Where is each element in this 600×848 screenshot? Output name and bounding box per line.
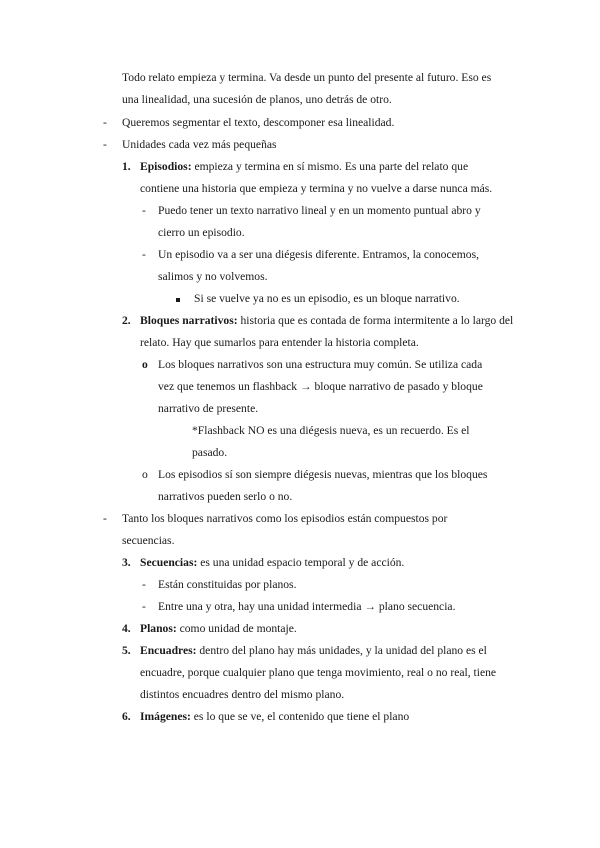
circle-bullet-marker: o bbox=[142, 468, 148, 481]
term-label: Secuencias: bbox=[140, 556, 198, 569]
list-item-secuencias bbox=[140, 552, 510, 574]
dash-marker: - bbox=[103, 116, 107, 129]
list-number: 2. bbox=[122, 314, 131, 327]
item-unidades: Unidades cada vez más pequeñas bbox=[122, 138, 277, 151]
term-description: es lo que se ve, el contenido que tiene el plano bbox=[190, 710, 410, 723]
term-description: historia que es contada de forma intermitente a lo largo del relato. Hay que sumarlos para entender la historia completa. bbox=[140, 314, 514, 349]
list-item-encuadres bbox=[140, 640, 512, 706]
term-description: como unidad de montaje. bbox=[176, 622, 297, 635]
sub-item-episodios-1: Puedo tener un texto narrativo lineal y en un momento puntual abro y cierro un episodio. bbox=[158, 204, 481, 239]
intro-paragraph: Todo relato empieza y termina. Va desde un punto del presente al futuro. Eso es una linealidad, una sucesión de planos, uno detrás de otro. bbox=[122, 71, 492, 106]
term-description: dentro del plano hay más unidades, y la unidad del plano es el encuadre, porque cualquier plano que tenga movimiento, real o no real, tiene distintos encuadres dentro del mismo plano. bbox=[140, 644, 497, 701]
dash-marker: - bbox=[142, 600, 146, 613]
term-description: empieza y termina en sí mismo. Es una parte del relato que contiene una historia que empieza y termina y no vuelve a darse nunca más. bbox=[140, 160, 493, 195]
term-label: Bloques narrativos: bbox=[140, 314, 238, 327]
list-number: 5. bbox=[122, 644, 131, 657]
dash-marker: - bbox=[142, 204, 146, 217]
circle-bullet-marker: o bbox=[142, 358, 148, 371]
sub-item-episodios-2: Un episodio va a ser una diégesis diferente. Entramos, la conocemos, salimos y no volvemos. bbox=[158, 248, 479, 283]
list-number: 4. bbox=[122, 622, 131, 635]
term-label: Encuadres: bbox=[140, 644, 197, 657]
list-number: 6. bbox=[122, 710, 131, 723]
item-queremos: Queremos segmentar el texto, descomponer esa linealidad. bbox=[122, 116, 395, 129]
list-item-bloques bbox=[140, 310, 514, 354]
list-number: 3. bbox=[122, 556, 131, 569]
dash-marker: - bbox=[103, 512, 107, 525]
term-label: Planos: bbox=[140, 622, 177, 635]
item-tanto: Tanto los bloques narrativos como los episodios están compuestos por secuencias. bbox=[122, 512, 448, 547]
list-number: 1. bbox=[122, 160, 131, 173]
list-item-episodios bbox=[140, 156, 510, 200]
square-bullet-icon bbox=[176, 288, 180, 310]
list-item-imagenes bbox=[140, 706, 512, 728]
sub-item-secuencias-2: Entre una y otra, hay una unidad intermedia → plano secuencia. bbox=[158, 600, 456, 613]
term-description: es una unidad espacio temporal y de acción. bbox=[197, 556, 405, 569]
term-label: Imágenes: bbox=[140, 710, 191, 723]
dash-marker: - bbox=[142, 248, 146, 261]
sub-item-bloques-1: Los bloques narrativos son una estructura muy común. Se utiliza cada vez que tenemos un flashback → bloque narrativo de pasado y bloque narrativo de presente. bbox=[158, 358, 483, 415]
dash-marker: - bbox=[103, 138, 107, 151]
sub-sub-item-episodios: Si se vuelve ya no es un episodio, es un bloque narrativo. bbox=[194, 292, 460, 305]
list-item-planos bbox=[140, 618, 510, 640]
sub-item-secuencias-1: Están constituidas por planos. bbox=[158, 578, 297, 591]
note-flashback: *Flashback NO es una diégesis nueva, es un recuerdo. Es el pasado. bbox=[192, 424, 470, 459]
sub-item-bloques-2: Los episodios sí son siempre diégesis nuevas, mientras que los bloques narrativos pueden serlo o no. bbox=[158, 468, 488, 503]
dash-marker: - bbox=[142, 578, 146, 591]
term-label: Episodios: bbox=[140, 160, 192, 173]
